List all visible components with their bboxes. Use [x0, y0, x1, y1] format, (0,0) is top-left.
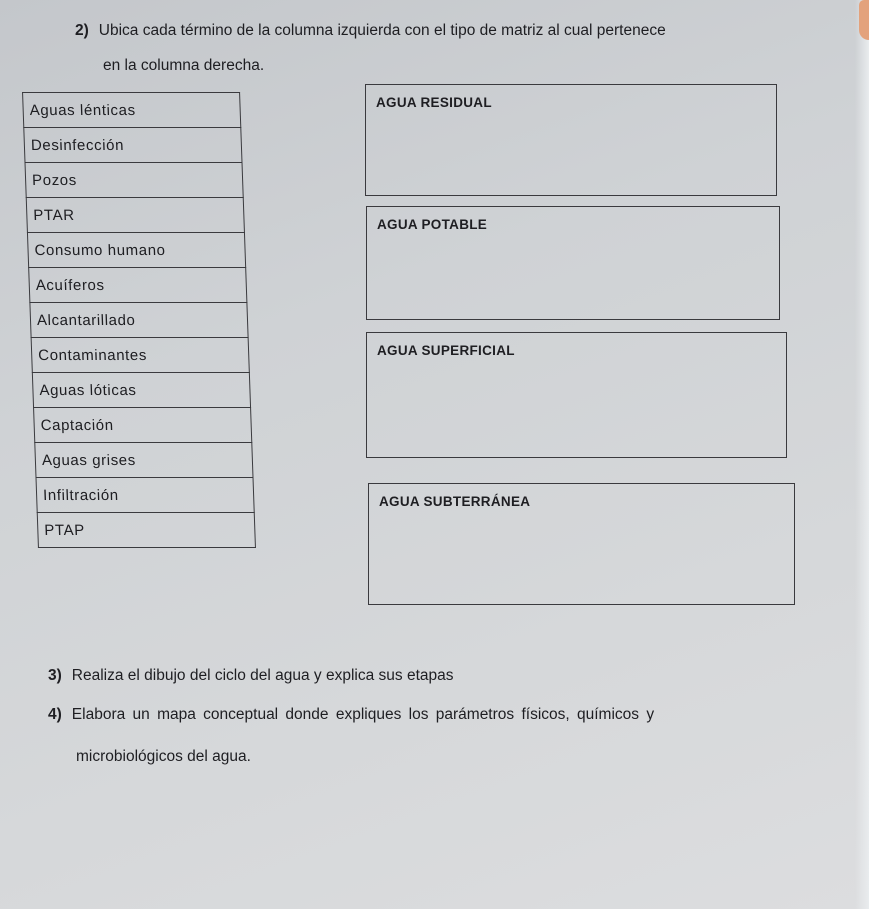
category-box-potable[interactable] — [366, 206, 780, 320]
term-row — [37, 513, 255, 548]
term-cell: Aguas grises — [35, 443, 253, 478]
category-label: AGUA POTABLE — [377, 217, 488, 232]
terms-table — [22, 92, 256, 548]
term-row — [24, 128, 242, 163]
term-row — [23, 93, 241, 128]
category-box-subterranea[interactable] — [368, 483, 795, 605]
question-number: 2) — [75, 22, 89, 39]
category-label: AGUA SUBTERRÁNEA — [379, 494, 531, 509]
term-row — [26, 198, 244, 233]
category-box-superficial[interactable] — [366, 332, 787, 458]
term-row — [29, 268, 247, 303]
category-label: AGUA SUPERFICIAL — [377, 343, 515, 358]
question-number: 4) — [48, 706, 62, 723]
term-row — [31, 338, 249, 373]
term-cell: Contaminantes — [31, 338, 249, 373]
question-2 — [75, 22, 666, 40]
term-cell: Aguas lóticas — [32, 373, 250, 408]
term-row — [35, 443, 253, 478]
question-2-line2: en la columna derecha. — [103, 57, 265, 74]
category-box-residual[interactable] — [365, 84, 777, 196]
question-3 — [48, 667, 454, 685]
term-cell: Desinfección — [24, 128, 242, 163]
question-4 — [48, 706, 654, 724]
term-cell: Infiltración — [36, 478, 254, 513]
thumb — [859, 0, 869, 40]
term-cell: Captación — [34, 408, 252, 443]
term-row — [32, 373, 250, 408]
term-row — [36, 478, 254, 513]
term-cell: Acuíferos — [29, 268, 247, 303]
term-cell: Consumo humano — [27, 233, 245, 268]
term-row — [27, 233, 245, 268]
term-row — [25, 163, 243, 198]
term-cell: Alcantarillado — [30, 303, 248, 338]
term-cell: Aguas lénticas — [23, 93, 241, 128]
question-text: Ubica cada término de la columna izquierda con el tipo de matriz al cual pertenece — [98, 22, 666, 39]
question-number: 3) — [48, 667, 62, 684]
question-text: Realiza el dibujo del ciclo del agua y explica sus etapas — [71, 667, 454, 684]
question-4-line2: microbiológicos del agua. — [76, 748, 251, 765]
term-cell: Pozos — [25, 163, 243, 198]
term-cell: PTAP — [37, 513, 255, 548]
category-label: AGUA RESIDUAL — [376, 95, 492, 110]
question-text: Elabora un mapa conceptual donde expliques los parámetros físicos, químicos y — [71, 706, 655, 723]
term-cell: PTAR — [26, 198, 244, 233]
term-row — [34, 408, 252, 443]
term-row — [30, 303, 248, 338]
page-edge — [855, 0, 869, 909]
